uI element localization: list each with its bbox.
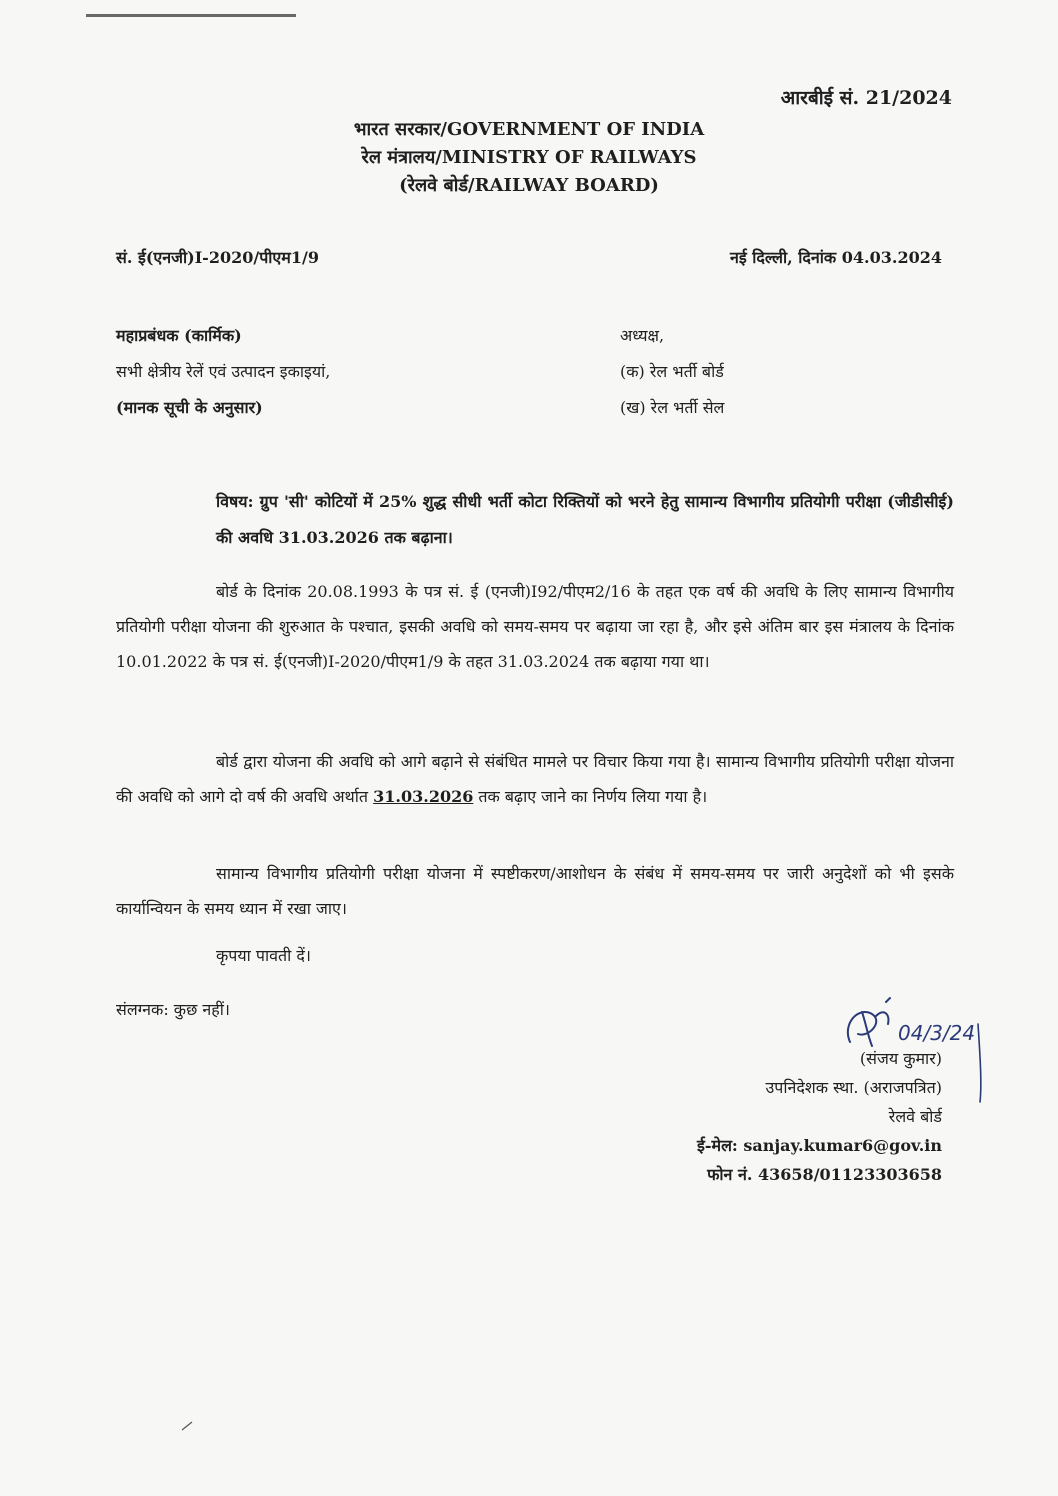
addressee-right-line1: अध्यक्ष, xyxy=(620,326,665,345)
paragraph-2-text-after: तक बढ़ाए जाने का निर्णय लिया गया है। xyxy=(473,787,708,806)
addressee-left xyxy=(116,318,330,426)
paragraph-1: बोर्ड के दिनांक 20.08.1993 के पत्र सं. ई (एनजी)I92/पीएम2/16 के तहत एक वर्ष की अवधि के लिए सामान्य विभागीय प्रतियोगी परीक्षा योजना की शुरुआत के पश्चात, इसकी अवधि को समय-समय पर बढ़ाया जा रहा है, और इसे अंतिम बार इस मंत्रालय के दिनांक 10.01.2022 के पत्र सं. ई(एनजी)I-2020/पीएम1/9 के तहत 31.03.2024 तक बढ़ाया गया था। xyxy=(116,582,954,671)
letter-number: सं. ई(एनजी)I-2020/पीएम1/9 xyxy=(116,248,319,267)
extension-date: 31.03.2026 xyxy=(373,787,474,806)
letterhead xyxy=(0,116,1058,200)
addressee-right-line3: (ख) रेल भर्ती सेल xyxy=(620,398,725,417)
scan-edge-mark xyxy=(86,14,296,17)
letterhead-ministry: रेल मंत्रालय/MINISTRY OF RAILWAYS xyxy=(361,147,697,168)
signatory-name: (संजय कुमार) xyxy=(859,1049,942,1068)
signatory-designation: उपनिदेशक स्था. (अराजपत्रित) xyxy=(765,1078,942,1097)
subject-line: विषय: ग्रुप 'सी' कोटियों में 25% शुद्ध सीधी भर्ती कोटा रिक्तियों को भरने हेतु सामान्य विभागीय प्रतियोगी परीक्षा (जीडीसीई) की अवधि 31.03.2026 तक बढ़ाना। xyxy=(216,492,954,547)
letterhead-board: (रेलवे बोर्ड/RAILWAY BOARD) xyxy=(399,175,659,196)
addressee-left-line2: सभी क्षेत्रीय रेलें एवं उत्पादन इकाइयां, xyxy=(116,362,331,381)
signatory-phone: फोन नं. 43658/01123303658 xyxy=(707,1165,942,1184)
signatory-email: ई-मेल: sanjay.kumar6@gov.in xyxy=(697,1136,942,1155)
addressee-right-line2: (क) रेल भर्ती बोर्ड xyxy=(620,362,724,381)
acknowledgement-request: कृपया पावती दें। xyxy=(216,946,311,965)
signature-date: 04/3/24 xyxy=(898,1021,976,1045)
enclosure-note: संलग्नक: कुछ नहीं। xyxy=(116,1000,230,1019)
letter-date: नई दिल्ली, दिनांक 04.03.2024 xyxy=(729,248,942,267)
letterhead-government: भारत सरकार/GOVERNMENT OF INDIA xyxy=(353,119,705,140)
paragraph-3: सामान्य विभागीय प्रतियोगी परीक्षा योजना में स्पष्टीकरण/आशोधन के संबंध में समय-समय पर जारी अनुदेशों को भी इसके कार्यान्वियन के समय ध्यान में रखा जाए। xyxy=(116,864,954,918)
ref-number: आरबीई सं. 21/2024 xyxy=(780,87,952,109)
signatory-office: रेलवे बोर्ड xyxy=(888,1107,942,1126)
paragraph-2 xyxy=(116,744,954,814)
paragraph-2-text-before: बोर्ड द्वारा योजना की अवधि को आगे बढ़ाने से संबंधित मामले पर विचार किया गया है। सामान्य विभागीय प्रतियोगी परीक्षा योजना की अवधि को आगे दो वर्ष की अवधि अर्थात xyxy=(116,752,954,806)
addressee-right xyxy=(620,318,724,426)
addressee-left-line1: महाप्रबंधक (कार्मिक) xyxy=(116,326,242,345)
signature-block xyxy=(697,1044,942,1189)
addressee-left-line3: (मानक सूची के अनुसार) xyxy=(116,398,263,417)
stray-pen-mark xyxy=(180,1420,194,1432)
